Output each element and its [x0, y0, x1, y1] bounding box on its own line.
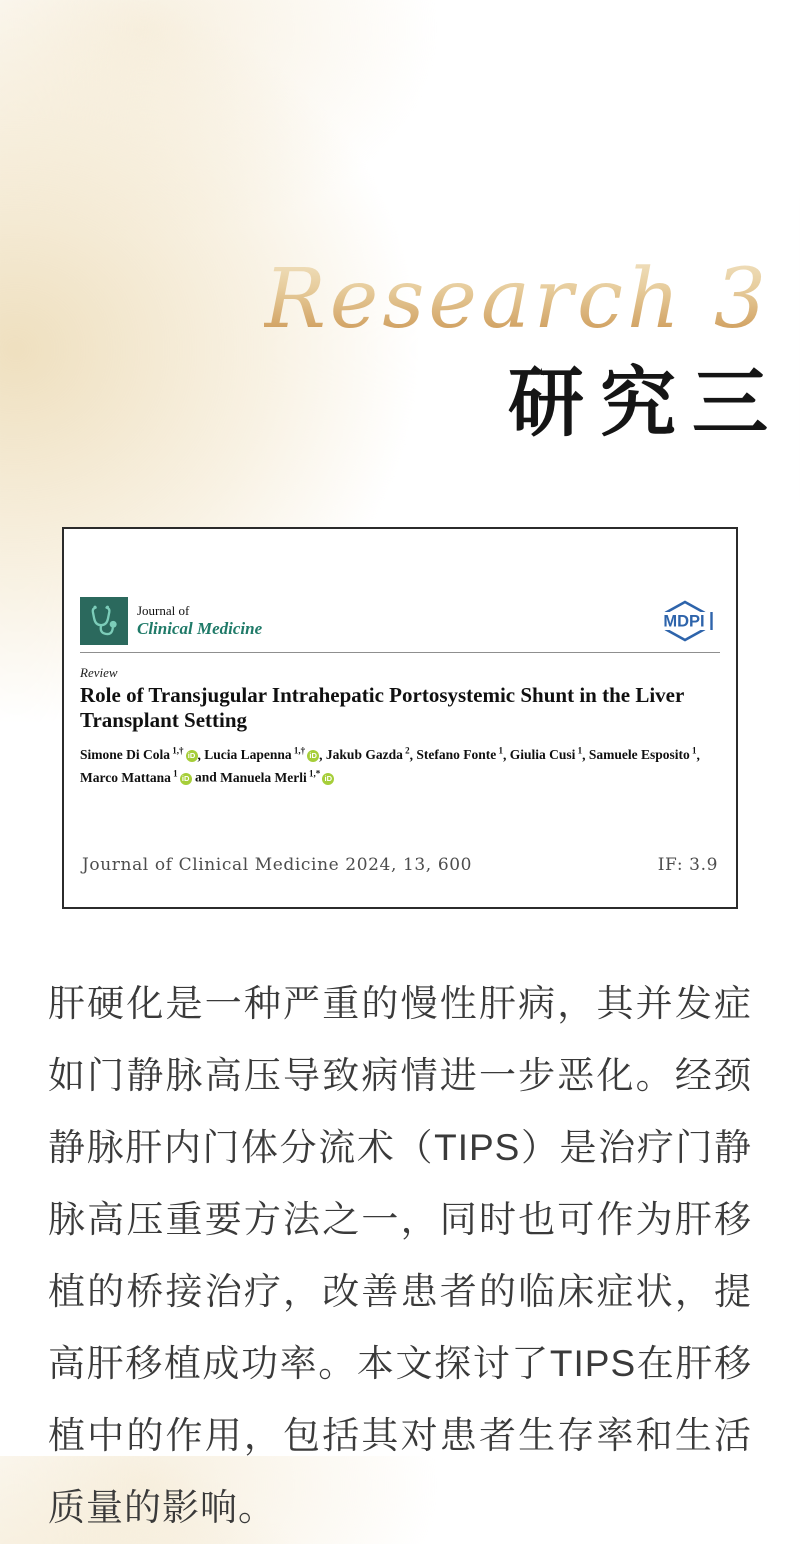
author: Stefano Fonte $^1$ — [416, 745, 503, 763]
journal-divider — [80, 652, 720, 653]
stethoscope-icon — [84, 601, 124, 641]
orcid-icon: iD — [180, 773, 192, 785]
mdpi-logo — [652, 599, 718, 643]
journal-name — [137, 603, 262, 639]
author: Giulia Cusi $^1$ — [509, 745, 583, 763]
journal-name-main: Clinical Medicine — [137, 618, 263, 638]
citation-text: Journal of Clinical Medicine 2024, 13, 600 — [82, 855, 473, 875]
author: Simone Di Cola $^{1,\dagger}$ iD — [80, 747, 198, 762]
journal-header-row — [80, 597, 720, 645]
author: Lucia Lapenna $^{1,\dagger}$ iD — [204, 747, 319, 762]
section-title-english: Research 3 — [264, 252, 770, 347]
impact-factor: IF: 3.9 — [657, 855, 718, 875]
author: Manuela Merli $^{1,*}$ iD — [220, 770, 334, 785]
journal-logo — [80, 597, 128, 645]
author: Jakub Gazda $^2$ — [325, 745, 410, 763]
journal-name-top: Journal of — [137, 603, 190, 618]
orcid-icon: iD — [186, 750, 198, 762]
journal-brand — [80, 597, 262, 645]
paper-card — [62, 527, 738, 909]
summary-paragraph: 肝硬化是一种严重的慢性肝病，其并发症如门静脉高压导致病情进一步恶化。经颈静脉肝内门体分流术（TIPS）是治疗门静脉高压重要方法之一，同时也可作为肝移植的桥接治疗，改善患者的临床症状，提高肝移植成功率。本文探讨了TIPS在肝移植中的作用，包括其对患者生存率和生活质量的影响。 — [48, 983, 752, 1528]
author: Samuele Esposito $^1$ — [588, 745, 697, 763]
section-title-chinese: 研究三 — [508, 362, 784, 446]
orcid-icon: iD — [307, 750, 319, 762]
card-footer — [82, 855, 718, 875]
authors-line: Simone Di Cola $^{1,\dagger}$ iD , Lucia Lapenna $^{1,\dagger}$ iD , Jakub Gazda $^2$, Stefano Fonte $^1$, Giulia Cusi $^1$, Samuele Esposito $^1$, Marco Mattana $^1$ iD and Manuela Merli $^{1,*}$ iD — [80, 745, 700, 785]
orcid-icon: iD — [322, 773, 334, 785]
article-type-label: Review — [80, 665, 118, 680]
author: Marco Mattana $^1$ iD — [80, 770, 192, 785]
paper-title: Role of Transjugular Intrahepatic Portosystemic Shunt in the Liver Transplant Setting — [80, 683, 684, 732]
svg-text:MDPI: MDPI — [663, 612, 705, 631]
